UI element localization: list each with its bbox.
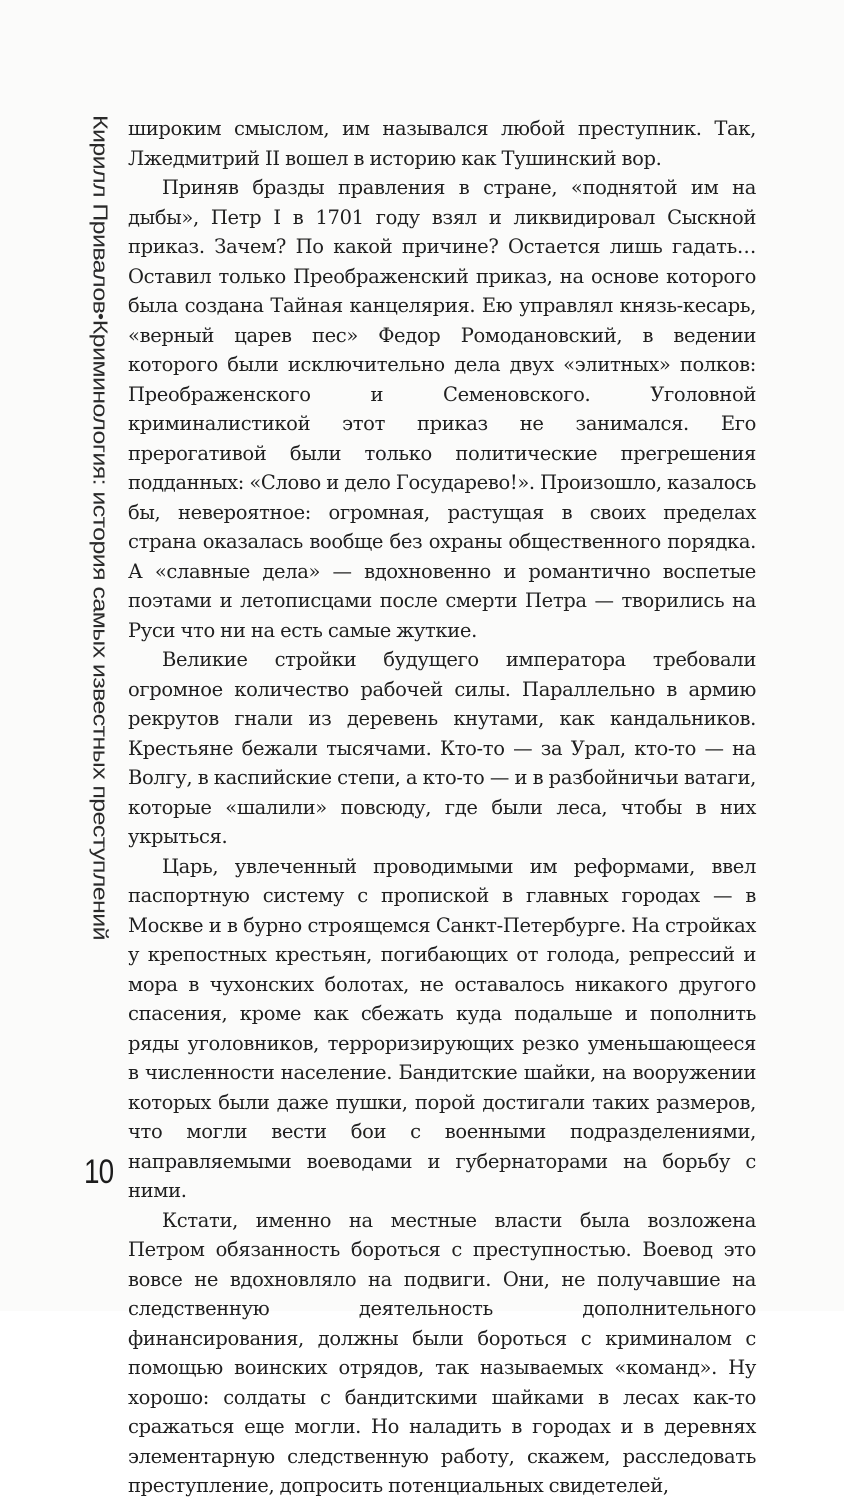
paragraph-3: Великие стройки будущего императора требовали огромное количество рабочей силы. Параллельно в армию рекрутов гнали из деревень кнутами, как кандальников. Крестьяне бежали тысячами. Кто-то — за Урал, кто-то — на Волгу, в каспийские степи, а кто-то — и в разбойничьи ватаги, которые «шалили» повсюду, где были леса, чтобы в них укрыться. (128, 648, 756, 848)
page-number: 10 (84, 1153, 114, 1191)
paragraph-2: Приняв бразды правления в стране, «поднятой им на дыбы», Петр I в 1701 году взял и ликвидировал Сыскной приказ. Зачем? По какой причине? Остается лишь гадать… Оставил только Преображенский приказ, на основе которого была создана Тайная канцелярия. Ею управлял князь-кесарь, «верный царев пес» Федор Ромодановский, в ведении которого были исключительно дела двух «элитных» полков: Преображенского и Семеновского. Уголовной криминалистикой этот приказ не занимался. Его прерогативой были только политические прегрешения подданных: «Слово и дело Государево!». Произошло, казалось бы, невероятное: огромная, растущая в своих пределах страна оказалась вообще без охраны общественного порядка. А «славные дела» — вдохновенно и романтично воспетые поэтами и летописцами после смерти Петра — творились на Руси что ни на есть самые жуткие. (128, 176, 756, 642)
paragraph-1: широким смыслом, им назывался любой преступник. Так, Лжедмитрий II вошел в историю как Тушинский вор. (128, 117, 756, 170)
running-head-author: Кирилл Привалов (88, 115, 112, 314)
paragraph-4: Царь, увлеченный проводимыми им реформами, ввел паспортную систему с пропиской в главных городах — в Москве и в бурно строящемся Санкт-Петербурге. На стройках у крепостных крестьян, погибающих от голода, репрессий и мора в чухонских болотах, не оставалось никакого другого спасения, кроме как сбежать куда подальше и пополнить ряды уголовников, терроризирующих резко уменьшающееся в численности население. Бандитские шайки, на вооружении которых были даже пушки, порой достигали таких размеров, что могли вести бои с военными подразделениями, направляемыми воеводами и губернаторами на борьбу с ними. (128, 854, 756, 1202)
running-head-title: Криминология: история самых известных преступлений (88, 319, 112, 940)
paragraph-5: Кстати, именно на местные власти была возложена Петром обязанность бороться с преступностью. Воевод это вовсе не вдохновляло на подвиги. Они, не получавшие на следственную деятельность дополнительного финансирования, должны были бороться с криминалом с помощью воинских отрядов, так называемых «команд». Ну хорошо: солдаты с бандитскими шайками в лесах как-то сражаться еще могли. Но наладить в городах и в деревнях элементарную следственную работу, скажем, расследовать преступление, допросить потенциальных свидетелей, (128, 1208, 756, 1497)
running-head (83, 115, 117, 1170)
running-head-separator: • (90, 313, 110, 320)
body-text (128, 114, 756, 1497)
